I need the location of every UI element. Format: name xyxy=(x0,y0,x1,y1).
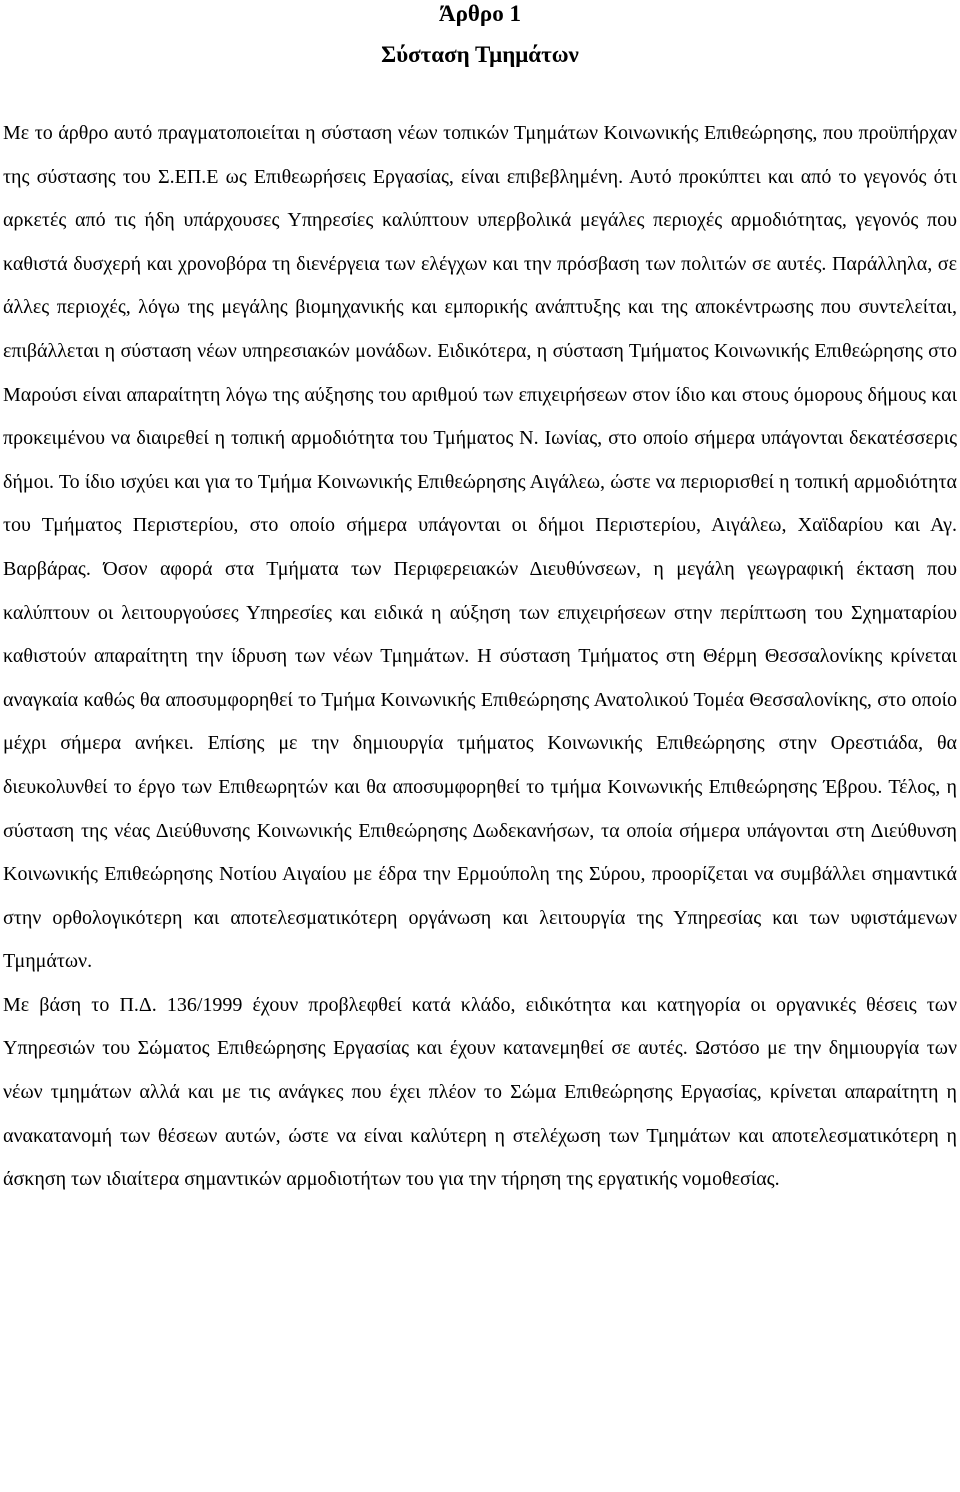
body-paragraph-1: Με το άρθρο αυτό πραγματοποιείται η σύσταση νέων τοπικών Τμημάτων Κοινωνικής Επιθεώρησης, που προϋπήρχαν της σύστασης του Σ.ΕΠ.Ε ως Επιθεωρήσεις Εργασίας, είναι επιβεβλημένη. Αυτό προκύπτει και από το γεγονός ότι αρκετές από τις ήδη υπάρχουσες Υπηρεσίες καλύπτουν υπερβολικά μεγάλες περιοχές αρμοδιότητας, γεγονός που καθιστά δυσχερή και χρονοβόρα τη διενέργεια των ελέγχων και την πρόσβαση των πολιτών σε αυτές. Παράλληλα, σε άλλες περιοχές, λόγω της μεγάλης βιομηχανικής και εμπορικής ανάπτυξης και της αποκέντρωσης που συντελείται, επιβάλλεται η σύσταση νέων υπηρεσιακών μονάδων. Ειδικότερα, η σύσταση Τμήματος Κοινωνικής Επιθεώρησης στο Μαρούσι είναι απαραίτητη λόγω της αύξησης του αριθμού των επιχειρήσεων στον ίδιο και στους όμορους δήμους και προκειμένου να διαιρεθεί η τοπική αρμοδιότητα του Τμήματος Ν. Ιωνίας, στο οποίο σήμερα υπάγονται δεκατέσσερις δήμοι. Το ίδιο ισχύει και για το Τμήμα Κοινωνικής Επιθεώρησης Αιγάλεω, ώστε να περιορισθεί η τοπική αρμοδιότητα του Τμήματος Περιστερίου, στο οποίο σήμερα υπάγονται οι δήμοι Περιστερίου, Αιγάλεω, Χαϊδαρίου και Αγ. Βαρβάρας. Όσον αφορά στα Τμήματα των Περιφερειακών Διευθύνσεων, η μεγάλη γεωγραφική έκταση που καλύπτουν οι λειτουργούσες Υπηρεσίες και ειδικά η αύξηση των επιχειρήσεων στην περίπτωση του Σχηματαρίου καθιστούν απαραίτητη την ίδρυση των νέων Τμημάτων. Η σύσταση Τμήματος στη Θέρμη Θεσσαλονίκης κρίνεται αναγκαία καθώς θα αποσυμφορηθεί το Τμήμα Κοινωνικής Επιθεώρησης Ανατολικού Τομέα Θεσσαλονίκης, στο οποίο μέχρι σήμερα ανήκει. Επίσης με την δημιουργία τμήματος Κοινωνικής Επιθεώρησης στην Ορεστιάδα, θα διευκολυνθεί το έργο των Επιθεωρητών και θα αποσυμφορηθεί το τμήμα Κοινωνικής Επιθεώρησης Έβρου. Τέλος, η σύσταση της νέας Διεύθυνσης Κοινωνικής Επιθεώρησης Δωδεκανήσων, τα οποία σήμερα υπάγονται στη Διεύθυνση Κοινωνικής Επιθεώρησης Νοτίου Αιγαίου με έδρα την Ερμούπολη της Σύρου, προορίζεται να συμβάλλει σημαντικά στην ορθολογικότερη και αποτελεσματικότερη οργάνωση και λειτουργία της Υπηρεσίας και των υφιστάμενων Τμημάτων. xyxy=(3,122,957,973)
body-paragraph-2: Με βάση το Π.Δ. 136/1999 έχουν προβλεφθεί κατά κλάδο, ειδικότητα και κατηγορία οι οργανικές θέσεις των Υπηρεσιών του Σώματος Επιθεώρησης Εργασίας και έχουν κατανεμηθεί σε αυτές. Ωστόσο με την δημιουργία των νέων τμημάτων αλλά και με τις ανάγκες που έχει πλέον το Σώμα Επιθεώρησης Εργασίας, κρίνεται απαραίτητη η ανακατανομή των θέσεων αυτών, ώστε να είναι καλύτερη η στελέχωση των Τμημάτων και αποτελεσματικότερη η άσκηση των ιδιαίτερα σημαντικών αρμοδιοτήτων του για την τήρηση της εργατικής νομοθεσίας. xyxy=(3,993,957,1191)
article-title-heading: Σύσταση Τμημάτων xyxy=(381,42,579,67)
article-number-heading: Άρθρο 1 xyxy=(439,1,521,26)
